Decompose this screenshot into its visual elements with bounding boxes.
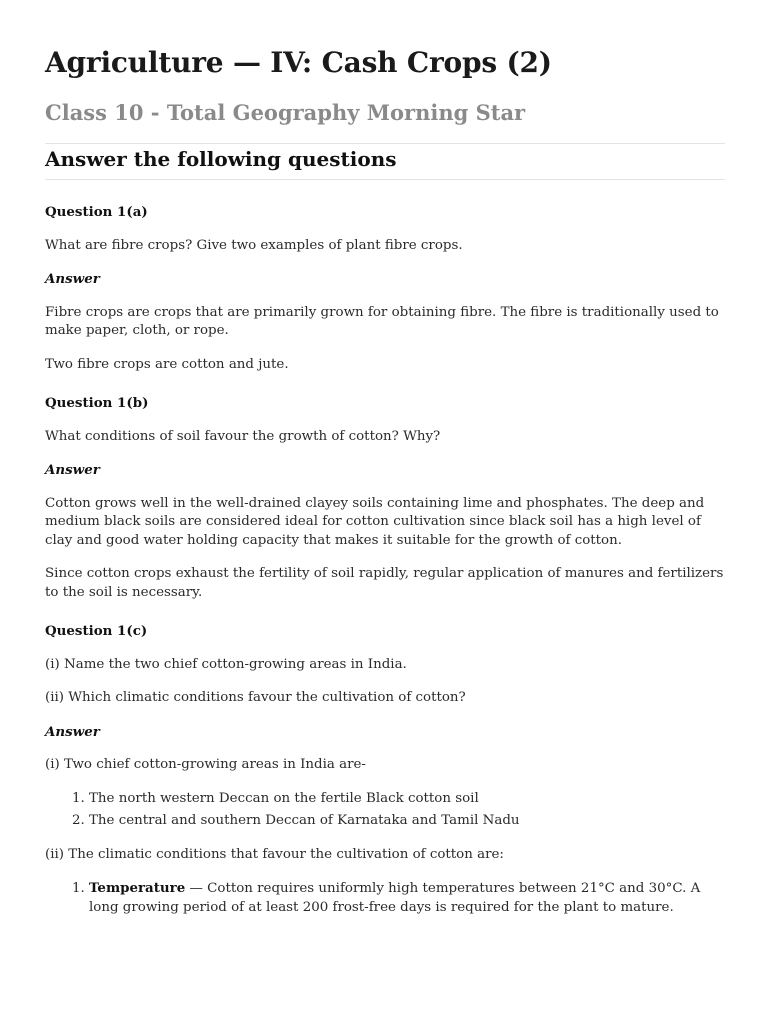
answer-intro-1c-ii: (ii) The climatic conditions that favour the cultivation of cotton are: — [45, 846, 504, 862]
question-text-1c-ii: (ii) Which climatic conditions favour the cultivation of cotton? — [45, 690, 466, 705]
list-item: 1. The north western Deccan on the fertile Black cotton soil — [89, 790, 725, 809]
cotton-areas-list — [45, 790, 725, 831]
question-text-1b: What conditions of soil favour the growth of cotton? Why? — [45, 428, 441, 444]
page-title: Agriculture — IV: Cash Crops (2) — [45, 46, 552, 79]
answer-paragraph-1b-2: Since cotton crops exhaust the fertility of soil rapidly, regular application of manures and fertilizers to the soil is necessary. — [45, 566, 724, 600]
condition-text: — Cotton requires uniformly high temperatures between 21°C and 30°C. A long growing period of at least 200 frost-free days is required for the plant to mature. — [89, 881, 701, 915]
answer-label-1a: Answer — [45, 271, 100, 287]
question-label-1b: Question 1(b) — [45, 395, 149, 411]
divider-bottom — [45, 179, 725, 180]
question-label-1c: Question 1(c) — [45, 623, 148, 639]
question-label-1a: Question 1(a) — [45, 204, 148, 220]
list-item: 2. The central and southern Deccan of Karnataka and Tamil Nadu — [89, 812, 725, 831]
answer-paragraph-1b-1: Cotton grows well in the well-drained clayey soils containing lime and phosphates. The deep and medium black soils are considered ideal for cotton cultivation since black soil has a high level of clay and good water holding capacity that makes it suitable for the growth of cotton. — [45, 495, 705, 548]
list-item — [89, 879, 725, 917]
answer-paragraph-1a-1: Fibre crops are crops that are primarily grown for obtaining fibre. The fibre is traditionally used to make paper, cloth, or rope. — [45, 304, 719, 338]
divider-top — [45, 143, 725, 144]
condition-term: Temperature — [89, 880, 186, 896]
answer-label-1c: Answer — [45, 723, 100, 740]
answer-label-1b: Answer — [45, 462, 100, 478]
question-text-1c-i: (i) Name the two chief cotton-growing areas in India. — [45, 656, 407, 672]
page-subtitle: Class 10 - Total Geography Morning Star — [45, 100, 526, 125]
answer-intro-1c-i: (i) Two chief cotton-growing areas in India are- — [45, 757, 366, 772]
section-heading: Answer the following questions — [45, 147, 397, 171]
question-text-1a: What are fibre crops? Give two examples of plant fibre crops. — [45, 237, 463, 253]
qa-content — [45, 203, 725, 932]
climatic-conditions-list — [45, 879, 725, 917]
answer-paragraph-1a-2: Two fibre crops are cotton and jute. — [45, 356, 289, 372]
